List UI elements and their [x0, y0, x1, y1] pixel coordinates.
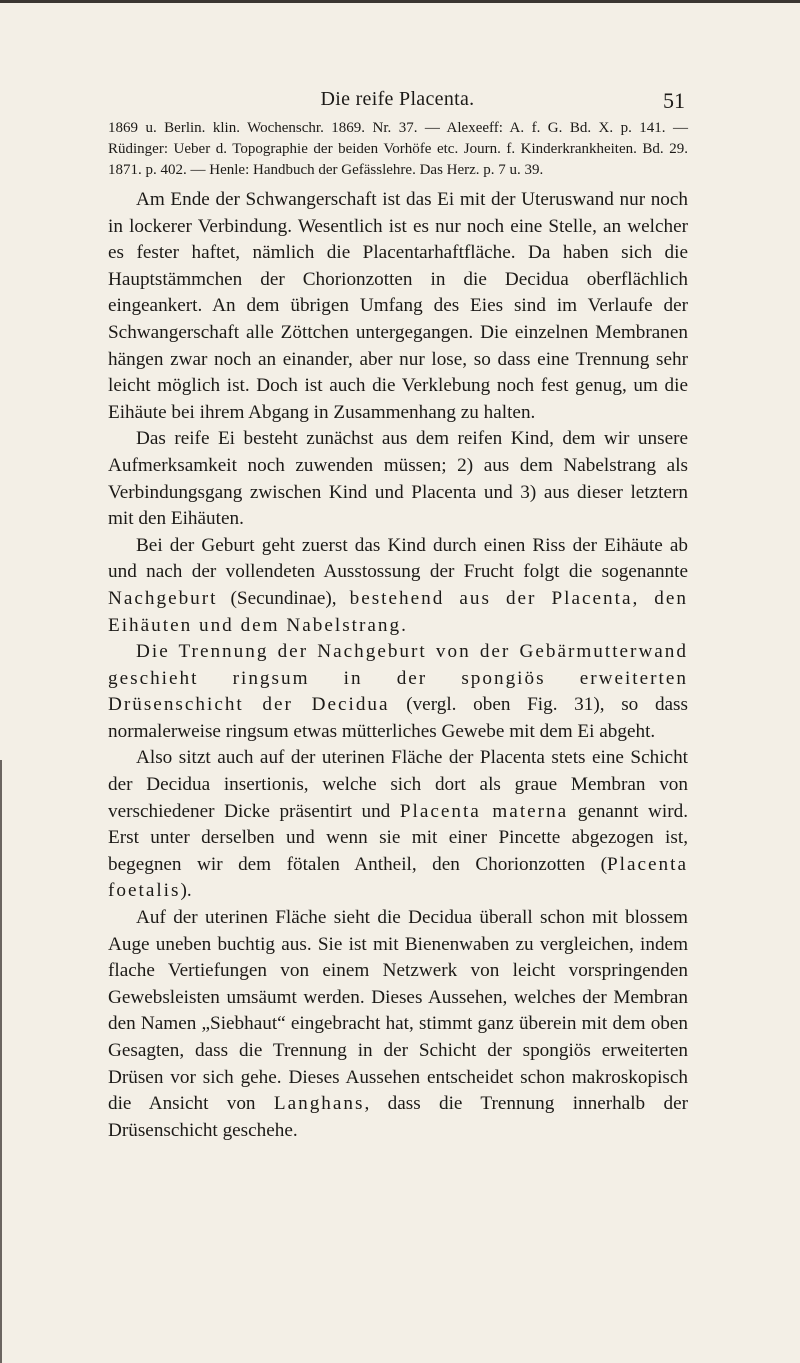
emphasis-trennung: Die Trennung der Nachgeburt von der Gebärmutterwand geschieht ringsum in der spongiös erweiterten Drüsenschicht der Decidua: [108, 641, 688, 716]
paragraph-3-text: (Secundinae),: [217, 587, 350, 609]
page-number: 51: [663, 88, 685, 113]
page-left-edge: [0, 760, 2, 1363]
paragraph-6-text: Auf der uterinen Fläche sieht die Decidua überall schon mit blossem Auge uneben buchtig aus. Sie ist mit Bienenwaben zu vergleichen, indem flache Vertiefungen von einem Netzwerk von leicht vorspringenden Gewebsleisten umsäumt werden. Dieses Aussehen, welches der Membran den Namen „Siebhaut“ eingebracht hat, stimmt ganz überein mit dem oben Gesagten, dass die Trennung in der Schicht der spongiös erweiterten Drüsen vor sich gehe. Dieses Aussehen entscheidet schon makroskopisch die Ansicht von: [108, 907, 688, 1115]
term-nachgeburt: Nachgeburt: [108, 587, 218, 609]
paragraph-5-text: genannt wird. Erst unter derselben und wenn sie mit einer Pincette abgezogen ist, begegnen wir dem fötalen Antheil, den Chorionzotten (: [108, 800, 688, 875]
paragraph-1: Am Ende der Schwangerschaft ist das Ei mit der Uteruswand nur noch in lockerer Verbindung. Wesentlich ist es nur noch eine Stelle, an welcher es fester haftet, nämlich die Placentarhaftfläche. Da haben sich die Hauptstämmchen der Chorionzotten in die Decidua oberflächlich eingeankert. An dem übrigen Umfang des Eies sind im Verlaufe der Schwangerschaft alle Zöttchen untergegangen. Die einzelnen Membranen hängen zwar noch an einander, aber nur lose, so dass eine Trennung sehr leicht möglich ist. Doch ist auch die Verklebung noch fest genug, um die Eihäute bei ihrem Abgang in Zusammenhang zu halten.: [108, 189, 688, 423]
paragraph-6: [108, 905, 688, 1144]
paragraph-6-text: , dass die Trennung innerhalb der Drüsenschicht geschehe.: [108, 1093, 688, 1141]
paragraph-4-text: (vergl. oben Fig. 31), so dass normalerweise ringsum etwas mütterliches Gewebe mit dem Ei abgeht.: [108, 694, 688, 742]
top-edge-rule: [0, 0, 800, 3]
running-title: Die reife Placenta.: [320, 88, 475, 110]
paragraph-5: [108, 745, 688, 905]
emphasis-bestehend: bestehend aus der Placenta, den Eihäuten und dem Nabelstrang.: [108, 587, 688, 636]
term-placenta-materna: Placenta materna: [399, 800, 569, 822]
author-langhans: Langhans: [273, 1093, 365, 1115]
paragraph-2: Das reife Ei besteht zunächst aus dem reifen Kind, dem wir unsere Aufmerksamkeit noch zuwenden müssen; 2) aus dem Nabelstrang als Verbindungsgang zwischen Kind und Placenta und 3) aus dieser letztern mit den Eihäuten.: [108, 428, 688, 530]
paragraph-5-text: ).: [180, 880, 192, 902]
body-text: [108, 118, 688, 1144]
term-placenta-foetalis: Placenta foetalis: [108, 853, 688, 902]
paragraph-3-text: Bei der Geburt geht zuerst das Kind durch einen Riss der Eihäute ab und nach der vollendeten Ausstossung der Frucht folgt die sogenannte: [108, 534, 688, 583]
page-header: [110, 88, 685, 118]
paragraph-3: [108, 533, 688, 639]
paragraph-5-text: Also sitzt auch auf der uterinen Fläche der Placenta stets eine Schicht der Decidua insertionis, welche sich dort als graue Membran von verschiedener Dicke präsentirt und: [108, 747, 688, 822]
references-footnote: 1869 u. Berlin. klin. Wochenschr. 1869. Nr. 37. — Alexeeff: A. f. G. Bd. X. p. 141. — Rüdinger: Ueber d. Topographie der beiden Vorhöfe etc. Journ. f. Kinderkrankheiten. Bd. 29. 1871. p. 402. — Henle: Handbuch der Gefässlehre. Das Herz. p. 7 u. 39.: [108, 120, 688, 178]
paragraph-4: [108, 639, 688, 745]
